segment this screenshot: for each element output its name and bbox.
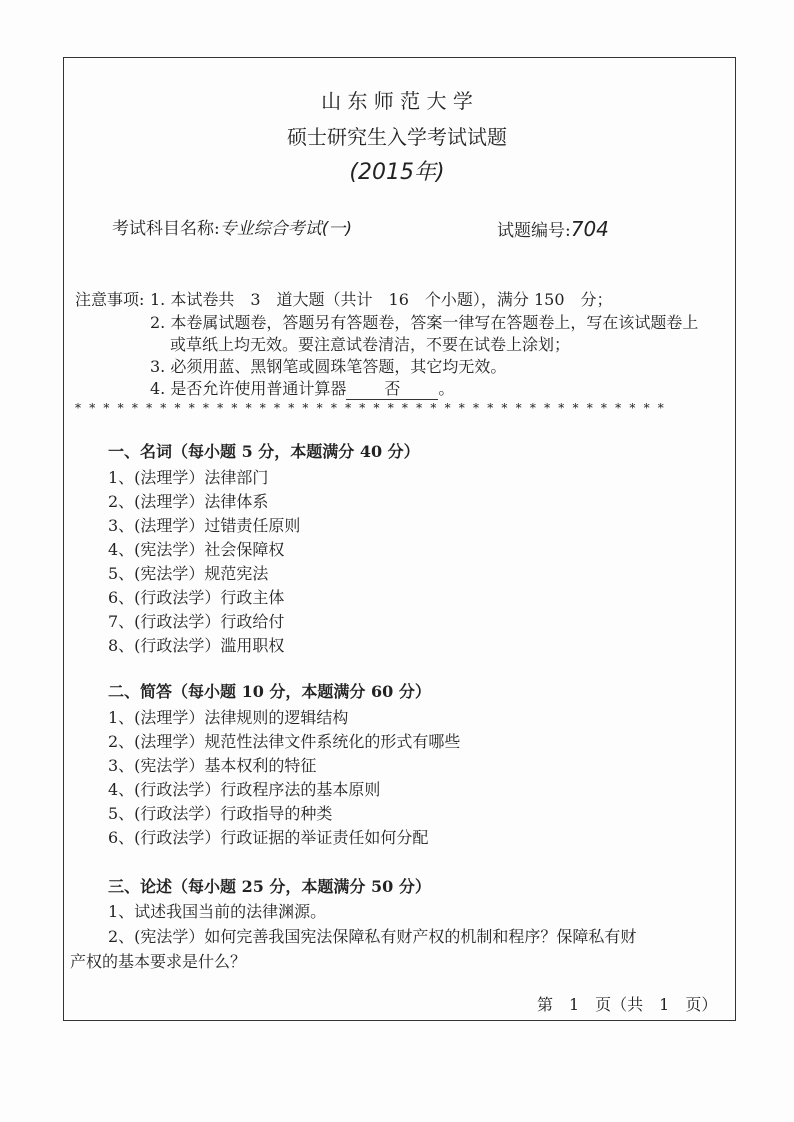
section-title: 一、名词（每小题 5 分，本题满分 40 分） — [108, 442, 420, 461]
list-item: 6、(行政法学）行政主体 — [108, 588, 285, 607]
note-end: 。 — [438, 379, 455, 398]
exam-year: (2015年) — [349, 160, 445, 185]
section-title: 三、论述（每小题 25 分，本题满分 50 分） — [108, 877, 431, 896]
note-line: 3. 必须用蓝、黑钢笔或圆珠笔答题，其它均无效。 — [150, 357, 507, 376]
list-item: 2、(法理学）规范性法律文件系统化的形式有哪些 — [108, 732, 461, 751]
list-item: 3、(法理学）过错责任原则 — [108, 516, 301, 535]
subject-value: 专业综合考试(一) — [219, 219, 352, 239]
list-item: 2、(宪法学）如何完善我国宪法保障私有财产权的机制和程序？保障私有财 — [108, 927, 637, 946]
list-item: 1、(法理学）法律规则的逻辑结构 — [108, 708, 349, 727]
subject-label: 考试科目名称: — [112, 219, 220, 239]
exam-title: 硕士研究生入学考试试题 — [287, 125, 507, 149]
list-item: 4、(行政法学）行政程序法的基本原则 — [108, 780, 381, 799]
note-line: 或草纸上均无效。要注意试卷清洁，不要在试卷上涂划； — [170, 335, 571, 354]
note-line: 2. 本卷属试题卷，答题另有答题卷，答案一律写在答题卷上，写在该试题卷上 — [150, 313, 699, 332]
list-item: 4、(宪法学）社会保障权 — [108, 540, 285, 559]
separator: * * * * * * * * * * * * * * * * * * * * * * * * * * * * * * * * * * * * * * * * * * — [75, 401, 666, 415]
list-item: 5、(宪法学）规范宪法 — [108, 564, 269, 583]
university-name: 山 东 师 范 大 学 — [321, 89, 473, 113]
list-item: 7、(行政法学）行政给付 — [108, 612, 285, 631]
list-item: 2、(法理学）法律体系 — [108, 492, 269, 511]
list-item: 5、(行政法学）行政指导的种类 — [108, 804, 333, 823]
calculator-answer: 否 — [346, 379, 438, 400]
note-line: 1. 本试卷共 3 道大题（共计 16 个小题），满分 150 分； — [150, 290, 613, 309]
page-footer: 第 1 页（共 1 页） — [537, 995, 718, 1014]
code-value: 704 — [570, 217, 609, 241]
notes-label: 注意事项: — [75, 290, 145, 309]
list-item: 8、(行政法学）滥用职权 — [108, 636, 285, 655]
list-item: 3、(宪法学）基本权利的特征 — [108, 756, 317, 775]
list-item: 6、(行政法学）行政证据的举证责任如何分配 — [108, 828, 429, 847]
list-item: 1、(法理学）法律部门 — [108, 468, 269, 487]
list-item-continued: 产权的基本要求是什么？ — [70, 952, 247, 971]
code-label: 试题编号: — [497, 221, 571, 241]
note-line: 4. 是否允许使用普通计算器 — [150, 379, 347, 398]
section-title: 二、简答（每小题 10 分，本题满分 60 分） — [108, 682, 431, 701]
list-item: 1、试述我国当前的法律渊源。 — [108, 902, 327, 921]
